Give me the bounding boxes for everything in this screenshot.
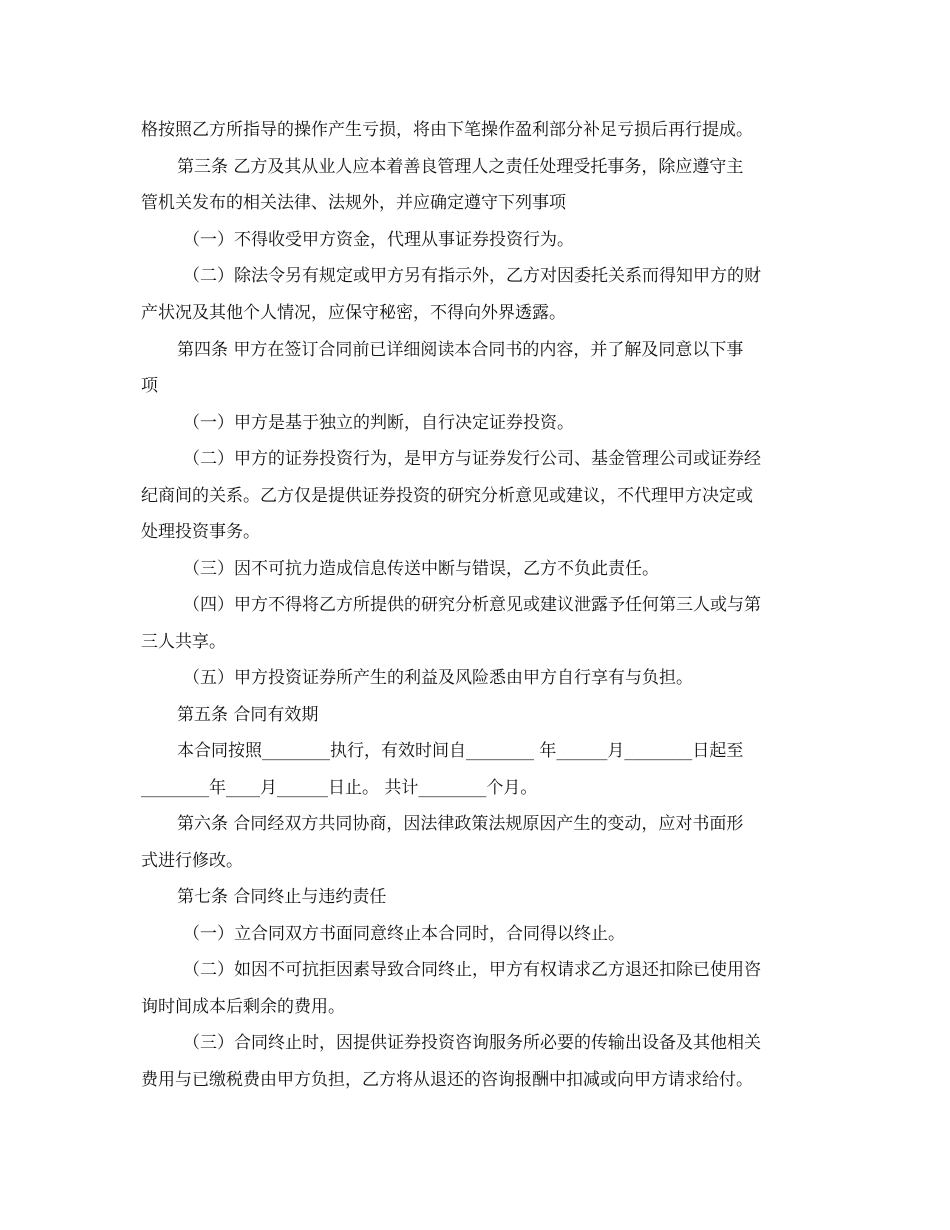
clause-item: （二）甲方的证券投资行为，是甲方与证券发行公司、基金管理公司或证券经 bbox=[183, 449, 761, 469]
text-line: 产状况及其他个人情况，应保守秘密，不得向外界透露。 bbox=[141, 303, 566, 323]
article-7-heading: 第七条 合同终止与违约责任 bbox=[177, 887, 387, 907]
text-line: 三人共享。 bbox=[141, 632, 226, 652]
text-line: 管机关发布的相关法律、法规外，并应确定遵守下列事项 bbox=[141, 193, 566, 213]
text-line: 处理投资事务。 bbox=[141, 522, 260, 542]
text-line: 纪商间的关系。乙方仅是提供证券投资的研究分析意见或建议，不代理甲方决定或 bbox=[141, 486, 753, 506]
text-line: 询时间成本后剩余的费用。 bbox=[141, 997, 345, 1017]
clause-item: （一）甲方是基于独立的判断，自行决定证券投资。 bbox=[183, 413, 574, 433]
term-line: 本合同按照________执行，有效时间自________ 年______月________日起至 bbox=[177, 741, 744, 761]
article-3-heading: 第三条 乙方及其从业人应本着善良管理人之责任处理受托事务，除应遵守主 bbox=[177, 157, 744, 177]
text-line: 费用与已缴税费由甲方负担，乙方将从退还的咨询报酬中扣减或向甲方请求给付。 bbox=[141, 1070, 753, 1090]
clause-item: （二）如因不可抗拒因素导致合同终止，甲方有权请求乙方退还扣除已使用咨 bbox=[183, 960, 761, 980]
clause-item: （二）除法令另有规定或甲方另有指示外，乙方对因委托关系而得知甲方的财 bbox=[183, 266, 761, 286]
clause-item: （三）因不可抗力造成信息传送中断与错误，乙方不负此责任。 bbox=[183, 559, 659, 579]
text-line: 项 bbox=[141, 376, 158, 396]
article-4-heading: 第四条 甲方在签订合同前已详细阅读本合同书的内容，并了解及同意以下事 bbox=[177, 340, 744, 360]
term-line: ________年____月______日止。 共计________个月。 bbox=[141, 778, 538, 798]
clause-item: （四）甲方不得将乙方所提供的研究分析意见或建议泄露予任何第三人或与第 bbox=[183, 595, 761, 615]
text-line: 式进行修改。 bbox=[141, 851, 243, 871]
article-6-heading: 第六条 合同经双方共同协商，因法律政策法规原因产生的变动，应对书面形 bbox=[177, 814, 744, 834]
clause-item: （一）立合同双方书面同意终止本合同时，合同得以终止。 bbox=[183, 924, 625, 944]
clause-item: （五）甲方投资证券所产生的利益及风险悉由甲方自行享有与负担。 bbox=[183, 668, 693, 688]
clause-item: （一）不得收受甲方资金，代理从事证券投资行为。 bbox=[183, 230, 574, 250]
clause-item: （三）合同终止时，因提供证券投资咨询服务所必要的传输出设备及其他相关 bbox=[183, 1033, 761, 1053]
text-line: 格按照乙方所指导的操作产生亏损，将由下笔操作盈利部分补足亏损后再行提成。 bbox=[141, 120, 753, 140]
article-5-heading: 第五条 合同有效期 bbox=[177, 705, 319, 725]
